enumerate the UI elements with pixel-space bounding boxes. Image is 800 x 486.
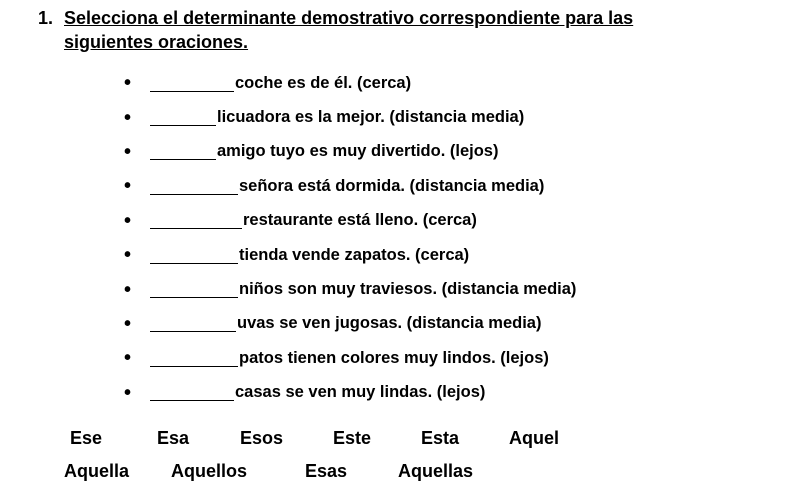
bullet-icon: • (124, 175, 132, 198)
option-word: Aquel (509, 428, 560, 448)
sentence-text: tienda vende zapatos. (cerca) (239, 245, 470, 264)
answer-blank[interactable] (150, 109, 216, 126)
option-word: Esta (421, 428, 460, 448)
option-word: Aquella (64, 461, 130, 481)
sentence-text: patos tienen colores muy lindos. (lejos) (239, 348, 549, 367)
bullet-icon: • (124, 140, 132, 163)
bullet-icon: • (124, 209, 132, 232)
word-bank (0, 426, 800, 486)
bullet-icon: • (124, 312, 132, 335)
sentence-text: uvas se ven jugosas. (distancia media) (237, 314, 542, 333)
exercise-instruction: Selecciona el determinante demostrativo correspondiente para las siguientes oraciones. (64, 8, 634, 52)
answer-blank[interactable] (150, 143, 216, 160)
sentence-text: licuadora es la mejor. (distancia media) (217, 108, 525, 127)
sentence-list (124, 66, 576, 410)
list-item (124, 135, 576, 169)
sentence-text: niños son muy traviesos. (distancia media) (239, 280, 577, 299)
answer-blank[interactable] (150, 315, 236, 332)
list-item (124, 272, 576, 306)
list-item (124, 238, 576, 272)
option-word: Ese (70, 428, 103, 448)
option-word: Esos (240, 428, 284, 448)
option-word: Este (333, 428, 372, 448)
option-word: Esa (157, 428, 190, 448)
bullet-icon: • (124, 347, 132, 370)
sentence-text: amigo tuyo es muy divertido. (lejos) (217, 142, 499, 161)
sentence-text: coche es de él. (cerca) (235, 73, 412, 92)
sentence-text: señora está dormida. (distancia media) (239, 176, 545, 195)
option-word: Aquellos (171, 461, 248, 481)
list-item (124, 66, 576, 100)
answer-blank[interactable] (150, 178, 238, 195)
bullet-icon: • (124, 72, 132, 95)
answer-blank[interactable] (150, 281, 238, 298)
answer-blank[interactable] (150, 247, 238, 264)
bullet-icon: • (124, 106, 132, 129)
bullet-icon: • (124, 244, 132, 267)
bullet-icon: • (124, 381, 132, 404)
answer-blank[interactable] (150, 350, 238, 367)
list-item (124, 341, 576, 375)
sentence-text: casas se ven muy lindas. (lejos) (235, 383, 486, 402)
option-word: Esas (305, 461, 348, 481)
exercise-heading (38, 6, 704, 54)
exercise-number: 1. (38, 8, 54, 28)
answer-blank[interactable] (150, 212, 242, 229)
option-word: Aquellas (398, 461, 474, 481)
bullet-icon: • (124, 278, 132, 301)
list-item (124, 204, 576, 238)
list-item (124, 169, 576, 203)
answer-blank[interactable] (150, 75, 234, 92)
list-item (124, 100, 576, 134)
list-item (124, 376, 576, 410)
sentence-text: restaurante está lleno. (cerca) (243, 211, 477, 230)
answer-blank[interactable] (150, 384, 234, 401)
list-item (124, 307, 576, 341)
